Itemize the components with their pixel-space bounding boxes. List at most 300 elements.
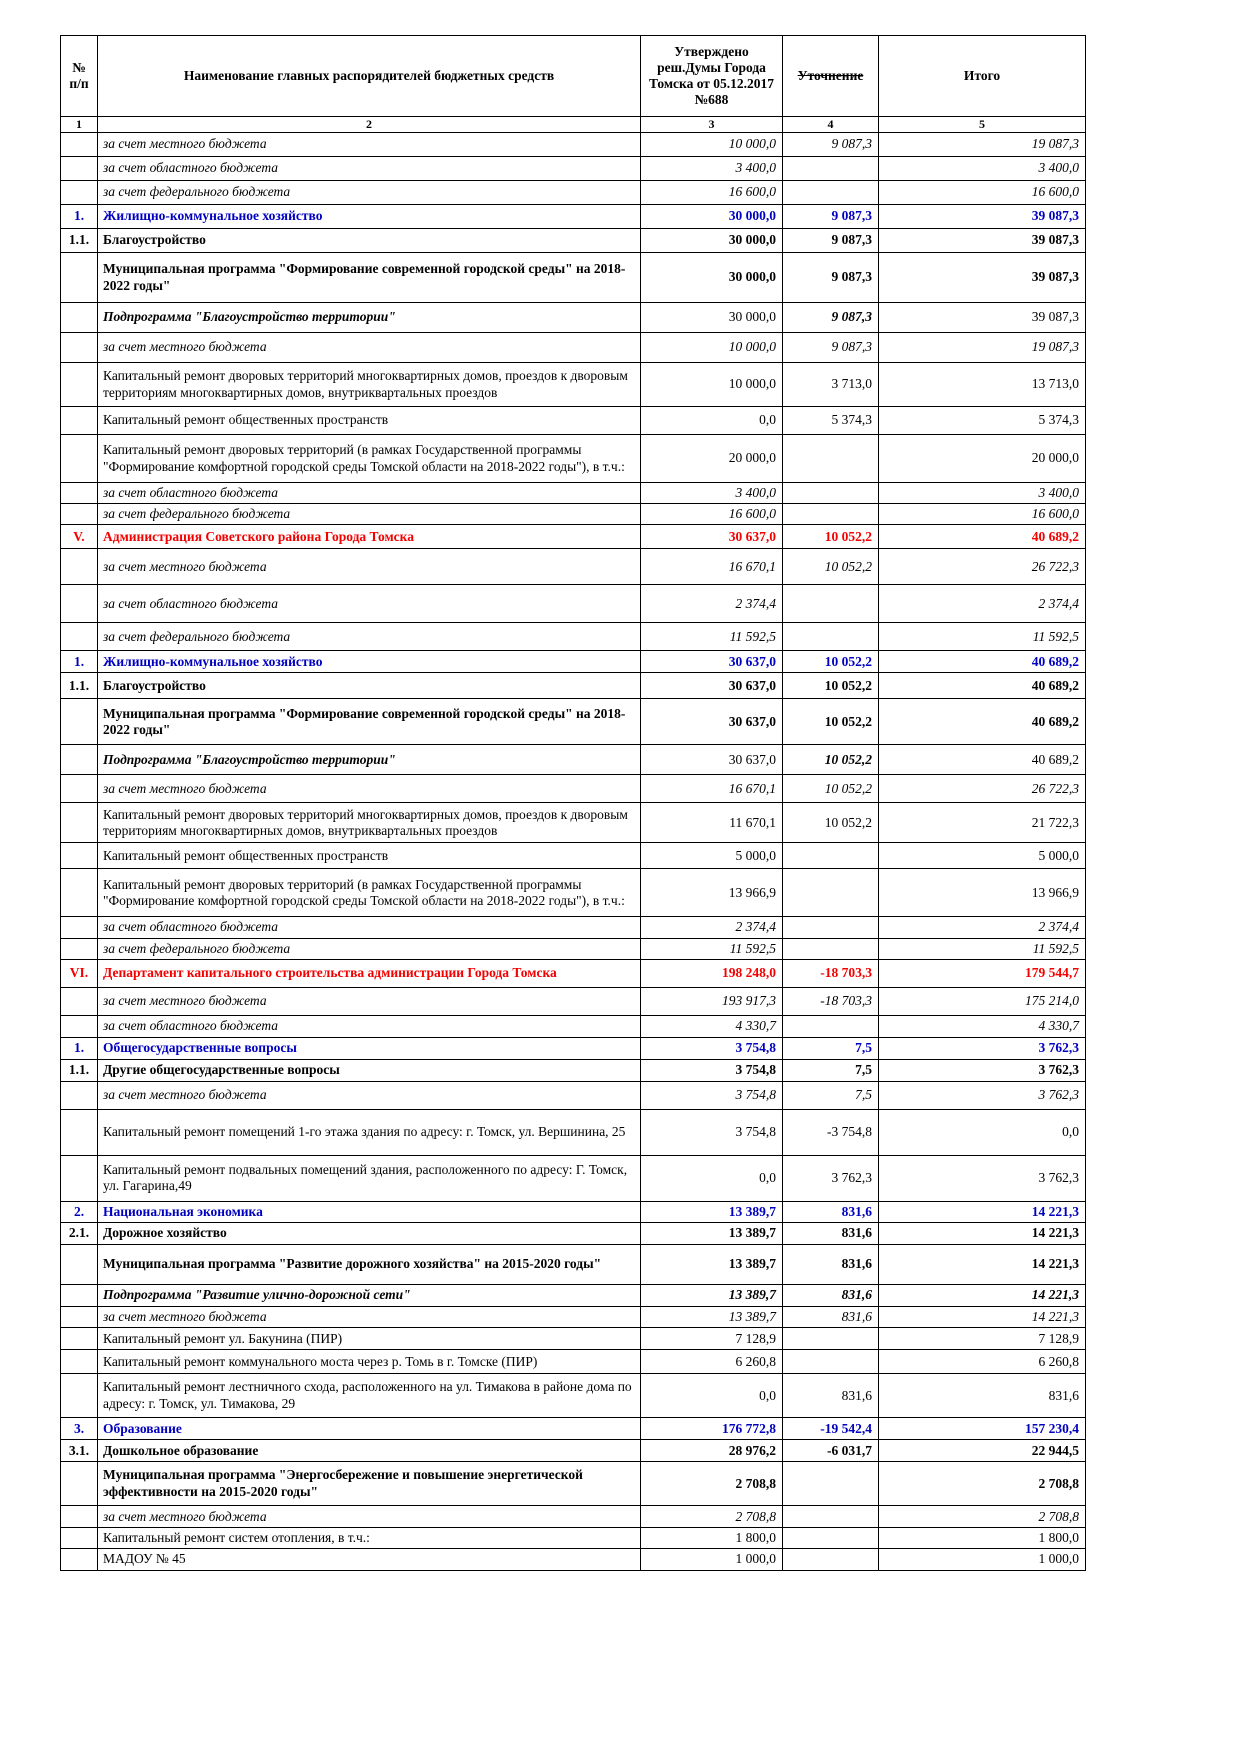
approved-cell: 3 754,8 — [641, 1081, 783, 1109]
table-row — [61, 229, 1086, 253]
row-number-cell — [61, 1081, 98, 1109]
row-number-cell — [61, 938, 98, 959]
table-row — [61, 525, 1086, 549]
total-cell: 7 128,9 — [879, 1328, 1086, 1350]
row-name-cell: за счет областного бюджета — [98, 585, 641, 623]
adjustment-cell — [783, 1328, 879, 1350]
approved-cell: 30 637,0 — [641, 699, 783, 745]
adjustment-cell: 831,6 — [783, 1306, 879, 1327]
row-name-cell: Капитальный ремонт дворовых территорий (в рамках Государственной программы "Формирование комфортной городской среды Томской области на 2018-2022 годы"), в т.ч.: — [98, 869, 641, 917]
table-row — [61, 959, 1086, 987]
approved-cell: 30 000,0 — [641, 229, 783, 253]
budget-table — [60, 35, 1086, 1571]
table-row — [61, 843, 1086, 869]
approved-cell: 11 592,5 — [641, 938, 783, 959]
adjustment-cell: 10 052,2 — [783, 803, 879, 843]
adjustment-cell — [783, 1015, 879, 1037]
row-number-cell: 2. — [61, 1201, 98, 1222]
approved-cell: 11 592,5 — [641, 623, 783, 651]
total-cell: 13 713,0 — [879, 363, 1086, 407]
table-row — [61, 1506, 1086, 1528]
total-cell: 39 087,3 — [879, 253, 1086, 303]
row-number-cell — [61, 435, 98, 483]
row-name-cell: за счет областного бюджета — [98, 1015, 641, 1037]
approved-cell: 4 330,7 — [641, 1015, 783, 1037]
row-name-cell: Муниципальная программа "Формирование современной городской среды" на 2018-2022 годы" — [98, 699, 641, 745]
total-cell: 14 221,3 — [879, 1306, 1086, 1327]
header-row-number: № п/п — [61, 36, 98, 117]
adjustment-cell — [783, 623, 879, 651]
total-cell: 40 689,2 — [879, 745, 1086, 775]
row-number-cell — [61, 1244, 98, 1284]
adjustment-cell — [783, 917, 879, 938]
approved-cell: 176 772,8 — [641, 1418, 783, 1440]
row-number-cell: 3.1. — [61, 1440, 98, 1462]
row-number-cell — [61, 181, 98, 205]
column-number: 3 — [641, 117, 783, 133]
table-row — [61, 549, 1086, 585]
approved-cell: 11 670,1 — [641, 803, 783, 843]
row-name-cell: за счет местного бюджета — [98, 1081, 641, 1109]
total-cell: 39 087,3 — [879, 303, 1086, 333]
approved-cell: 2 708,8 — [641, 1506, 783, 1528]
row-name-cell: Жилищно-коммунальное хозяйство — [98, 651, 641, 673]
header-total: Итого — [879, 36, 1086, 117]
row-number-cell — [61, 483, 98, 504]
total-cell: 3 400,0 — [879, 483, 1086, 504]
row-name-cell: за счет федерального бюджета — [98, 623, 641, 651]
approved-cell: 3 400,0 — [641, 157, 783, 181]
approved-cell: 20 000,0 — [641, 435, 783, 483]
adjustment-cell: 9 087,3 — [783, 333, 879, 363]
row-name-cell: Капитальный ремонт ул. Бакунина (ПИР) — [98, 1328, 641, 1350]
adjustment-cell: 831,6 — [783, 1201, 879, 1222]
approved-cell: 0,0 — [641, 1374, 783, 1418]
row-name-cell: Муниципальная программа "Развитие дорожного хозяйства" на 2015-2020 годы" — [98, 1244, 641, 1284]
table-row — [61, 585, 1086, 623]
table-row — [61, 1528, 1086, 1549]
table-row — [61, 651, 1086, 673]
row-name-cell: Подпрограмма "Развитие улично-дорожной сети" — [98, 1284, 641, 1306]
approved-cell: 10 000,0 — [641, 133, 783, 157]
row-number-cell — [61, 133, 98, 157]
table-row — [61, 205, 1086, 229]
total-cell: 16 600,0 — [879, 181, 1086, 205]
total-cell: 21 722,3 — [879, 803, 1086, 843]
approved-cell: 30 637,0 — [641, 651, 783, 673]
row-number-cell: 1.1. — [61, 673, 98, 699]
approved-cell: 30 637,0 — [641, 745, 783, 775]
table-row — [61, 1201, 1086, 1222]
total-cell: 22 944,5 — [879, 1440, 1086, 1462]
adjustment-cell — [783, 1506, 879, 1528]
row-number-cell — [61, 549, 98, 585]
total-cell: 14 221,3 — [879, 1244, 1086, 1284]
row-name-cell: Администрация Советского района Города Томска — [98, 525, 641, 549]
row-name-cell: за счет местного бюджета — [98, 775, 641, 803]
row-name-cell: за счет федерального бюджета — [98, 504, 641, 525]
total-cell: 831,6 — [879, 1374, 1086, 1418]
row-number-cell — [61, 1109, 98, 1155]
total-cell: 14 221,3 — [879, 1284, 1086, 1306]
row-name-cell: за счет местного бюджета — [98, 1506, 641, 1528]
row-number-cell — [61, 157, 98, 181]
total-cell: 20 000,0 — [879, 435, 1086, 483]
row-number-cell — [61, 1462, 98, 1506]
row-name-cell: Капитальный ремонт дворовых территорий (в рамках Государственной программы "Формирование комфортной городской среды Томской области на 2018-2022 годы"), в т.ч.: — [98, 435, 641, 483]
adjustment-cell: 5 374,3 — [783, 407, 879, 435]
row-number-cell: 1.1. — [61, 1059, 98, 1081]
table-row — [61, 407, 1086, 435]
adjustment-cell: 7,5 — [783, 1059, 879, 1081]
total-cell: 40 689,2 — [879, 673, 1086, 699]
adjustment-cell: 3 713,0 — [783, 363, 879, 407]
row-number-cell — [61, 699, 98, 745]
row-name-cell: Капитальный ремонт дворовых территорий многоквартирных домов, проездов к дворовым территориям многоквартирных домов, внутриквартальных проездов — [98, 363, 641, 407]
approved-cell: 3 754,8 — [641, 1037, 783, 1059]
adjustment-cell — [783, 938, 879, 959]
total-cell: 6 260,8 — [879, 1350, 1086, 1374]
approved-cell: 3 754,8 — [641, 1109, 783, 1155]
adjustment-cell: 10 052,2 — [783, 651, 879, 673]
row-name-cell: МАДОУ № 45 — [98, 1549, 641, 1570]
row-number-cell — [61, 843, 98, 869]
adjustment-cell: 9 087,3 — [783, 133, 879, 157]
total-cell: 4 330,7 — [879, 1015, 1086, 1037]
table-row — [61, 1549, 1086, 1570]
row-name-cell: Благоустройство — [98, 229, 641, 253]
approved-cell: 3 754,8 — [641, 1059, 783, 1081]
column-number: 4 — [783, 117, 879, 133]
row-name-cell: Капитальный ремонт дворовых территорий многоквартирных домов, проездов к дворовым территориям многоквартирных домов, внутриквартальных проездов — [98, 803, 641, 843]
table-row — [61, 1244, 1086, 1284]
row-name-cell: Жилищно-коммунальное хозяйство — [98, 205, 641, 229]
table-row — [61, 1418, 1086, 1440]
adjustment-cell: -3 754,8 — [783, 1109, 879, 1155]
row-name-cell: Капитальный ремонт общественных пространств — [98, 843, 641, 869]
row-number-cell — [61, 253, 98, 303]
row-name-cell: Дорожное хозяйство — [98, 1222, 641, 1244]
row-number-cell — [61, 333, 98, 363]
total-cell: 5 374,3 — [879, 407, 1086, 435]
table-row — [61, 1374, 1086, 1418]
approved-cell: 16 600,0 — [641, 504, 783, 525]
row-name-cell: за счет местного бюджета — [98, 333, 641, 363]
adjustment-cell — [783, 1462, 879, 1506]
approved-cell: 13 389,7 — [641, 1201, 783, 1222]
header-name: Наименование главных распорядителей бюджетных средств — [98, 36, 641, 117]
adjustment-cell: 831,6 — [783, 1244, 879, 1284]
total-cell: 5 000,0 — [879, 843, 1086, 869]
adjustment-cell: 9 087,3 — [783, 205, 879, 229]
row-number-cell — [61, 1506, 98, 1528]
adjustment-cell — [783, 181, 879, 205]
row-number-cell — [61, 1155, 98, 1201]
total-cell: 2 708,8 — [879, 1462, 1086, 1506]
row-name-cell: Национальная экономика — [98, 1201, 641, 1222]
row-number-cell: 3. — [61, 1418, 98, 1440]
table-row — [61, 1059, 1086, 1081]
adjustment-cell: 3 762,3 — [783, 1155, 879, 1201]
total-cell: 14 221,3 — [879, 1222, 1086, 1244]
approved-cell: 30 000,0 — [641, 253, 783, 303]
approved-cell: 13 389,7 — [641, 1222, 783, 1244]
row-number-cell — [61, 987, 98, 1015]
adjustment-cell: 831,6 — [783, 1284, 879, 1306]
total-cell: 40 689,2 — [879, 525, 1086, 549]
adjustment-cell — [783, 843, 879, 869]
approved-cell: 16 600,0 — [641, 181, 783, 205]
table-row — [61, 869, 1086, 917]
row-number-cell: 2.1. — [61, 1222, 98, 1244]
approved-cell: 7 128,9 — [641, 1328, 783, 1350]
table-row — [61, 987, 1086, 1015]
total-cell: 2 374,4 — [879, 585, 1086, 623]
table-row — [61, 699, 1086, 745]
total-cell: 39 087,3 — [879, 229, 1086, 253]
adjustment-cell: 10 052,2 — [783, 549, 879, 585]
table-row — [61, 181, 1086, 205]
row-number-cell — [61, 1549, 98, 1570]
adjustment-cell: -18 703,3 — [783, 959, 879, 987]
row-number-cell — [61, 504, 98, 525]
row-number-cell: V. — [61, 525, 98, 549]
total-cell: 26 722,3 — [879, 775, 1086, 803]
adjustment-cell — [783, 483, 879, 504]
approved-cell: 198 248,0 — [641, 959, 783, 987]
approved-cell: 30 637,0 — [641, 673, 783, 699]
row-number-cell — [61, 917, 98, 938]
row-name-cell: Дошкольное образование — [98, 1440, 641, 1462]
approved-cell: 13 389,7 — [641, 1244, 783, 1284]
total-cell: 39 087,3 — [879, 205, 1086, 229]
adjustment-cell: 831,6 — [783, 1374, 879, 1418]
table-header-row — [61, 36, 1086, 117]
total-cell: 3 762,3 — [879, 1059, 1086, 1081]
approved-cell: 13 389,7 — [641, 1284, 783, 1306]
table-row — [61, 1109, 1086, 1155]
column-number: 5 — [879, 117, 1086, 133]
approved-cell: 5 000,0 — [641, 843, 783, 869]
table-row — [61, 1222, 1086, 1244]
header-approved: Утверждено реш.Думы Города Томска от 05.12.2017 №688 — [641, 36, 783, 117]
table-row — [61, 803, 1086, 843]
adjustment-cell: 9 087,3 — [783, 253, 879, 303]
adjustment-cell: -19 542,4 — [783, 1418, 879, 1440]
approved-cell: 10 000,0 — [641, 363, 783, 407]
row-number-cell — [61, 1528, 98, 1549]
row-number-cell — [61, 1350, 98, 1374]
row-number-cell: 1. — [61, 205, 98, 229]
row-name-cell: за счет местного бюджета — [98, 1306, 641, 1327]
total-cell: 1 800,0 — [879, 1528, 1086, 1549]
total-cell: 157 230,4 — [879, 1418, 1086, 1440]
row-name-cell: Капитальный ремонт подвальных помещений здания, расположенного по адресу: Г. Томск, ул. Гагарина,49 — [98, 1155, 641, 1201]
approved-cell: 2 708,8 — [641, 1462, 783, 1506]
table-row — [61, 917, 1086, 938]
row-name-cell: Муниципальная программа "Формирование современной городской среды" на 2018-2022 годы" — [98, 253, 641, 303]
row-number-cell — [61, 303, 98, 333]
row-name-cell: Департамент капитального строительства администрации Города Томска — [98, 959, 641, 987]
adjustment-cell: 10 052,2 — [783, 525, 879, 549]
total-cell: 3 762,3 — [879, 1081, 1086, 1109]
table-row — [61, 1306, 1086, 1327]
adjustment-cell — [783, 435, 879, 483]
approved-cell: 30 000,0 — [641, 205, 783, 229]
row-number-cell: 1.1. — [61, 229, 98, 253]
table-row — [61, 333, 1086, 363]
column-number: 2 — [98, 117, 641, 133]
adjustment-cell: 7,5 — [783, 1081, 879, 1109]
adjustment-cell: 10 052,2 — [783, 745, 879, 775]
row-name-cell: Благоустройство — [98, 673, 641, 699]
approved-cell: 0,0 — [641, 1155, 783, 1201]
table-row — [61, 157, 1086, 181]
adjustment-cell — [783, 1549, 879, 1570]
row-name-cell: за счет федерального бюджета — [98, 181, 641, 205]
total-cell: 11 592,5 — [879, 623, 1086, 651]
row-name-cell: Другие общегосударственные вопросы — [98, 1059, 641, 1081]
row-number-cell — [61, 1374, 98, 1418]
row-number-cell: 1. — [61, 1037, 98, 1059]
total-cell: 16 600,0 — [879, 504, 1086, 525]
approved-cell: 13 966,9 — [641, 869, 783, 917]
adjustment-cell: 10 052,2 — [783, 673, 879, 699]
row-name-cell: Капитальный ремонт коммунального моста через р. Томь в г. Томске (ПИР) — [98, 1350, 641, 1374]
approved-cell: 13 389,7 — [641, 1306, 783, 1327]
adjustment-cell — [783, 585, 879, 623]
table-row — [61, 1284, 1086, 1306]
row-number-cell — [61, 623, 98, 651]
row-number-cell: VI. — [61, 959, 98, 987]
row-name-cell: за счет местного бюджета — [98, 549, 641, 585]
approved-cell: 1 800,0 — [641, 1528, 783, 1549]
total-cell: 19 087,3 — [879, 133, 1086, 157]
row-name-cell: Подпрограмма "Благоустройство территории" — [98, 745, 641, 775]
row-number-cell — [61, 363, 98, 407]
adjustment-cell: 9 087,3 — [783, 303, 879, 333]
table-row — [61, 623, 1086, 651]
row-number-cell — [61, 585, 98, 623]
row-name-cell: за счет федерального бюджета — [98, 938, 641, 959]
header-adjustment: Уточнение — [783, 36, 879, 117]
table-row — [61, 938, 1086, 959]
adjustment-cell — [783, 869, 879, 917]
adjustment-cell: 7,5 — [783, 1037, 879, 1059]
table-row — [61, 133, 1086, 157]
table-row — [61, 1081, 1086, 1109]
row-number-cell — [61, 1284, 98, 1306]
approved-cell: 30 637,0 — [641, 525, 783, 549]
row-number-cell — [61, 1306, 98, 1327]
table-row — [61, 363, 1086, 407]
total-cell: 3 762,3 — [879, 1155, 1086, 1201]
total-cell: 0,0 — [879, 1109, 1086, 1155]
total-cell: 13 966,9 — [879, 869, 1086, 917]
table-row — [61, 745, 1086, 775]
table-row — [61, 435, 1086, 483]
adjustment-cell — [783, 157, 879, 181]
table-row — [61, 303, 1086, 333]
row-name-cell: Капитальный ремонт общественных пространств — [98, 407, 641, 435]
adjustment-cell — [783, 504, 879, 525]
total-cell: 2 708,8 — [879, 1506, 1086, 1528]
approved-cell: 2 374,4 — [641, 585, 783, 623]
table-row — [61, 1155, 1086, 1201]
approved-cell: 16 670,1 — [641, 549, 783, 585]
adjustment-cell: -18 703,3 — [783, 987, 879, 1015]
total-cell: 19 087,3 — [879, 333, 1086, 363]
row-number-cell — [61, 1328, 98, 1350]
approved-cell: 28 976,2 — [641, 1440, 783, 1462]
approved-cell: 16 670,1 — [641, 775, 783, 803]
table-row — [61, 1462, 1086, 1506]
row-name-cell: Общегосударственные вопросы — [98, 1037, 641, 1059]
total-cell: 3 762,3 — [879, 1037, 1086, 1059]
table-row — [61, 775, 1086, 803]
adjustment-cell — [783, 1528, 879, 1549]
total-cell: 40 689,2 — [879, 651, 1086, 673]
approved-cell: 10 000,0 — [641, 333, 783, 363]
row-number-cell: 1. — [61, 651, 98, 673]
row-name-cell: за счет областного бюджета — [98, 917, 641, 938]
total-cell: 3 400,0 — [879, 157, 1086, 181]
total-cell: 2 374,4 — [879, 917, 1086, 938]
row-number-cell — [61, 745, 98, 775]
table-row — [61, 1440, 1086, 1462]
total-cell: 40 689,2 — [879, 699, 1086, 745]
table-row — [61, 1328, 1086, 1350]
row-name-cell: Образование — [98, 1418, 641, 1440]
column-number-row — [61, 117, 1086, 133]
row-number-cell — [61, 869, 98, 917]
total-cell: 14 221,3 — [879, 1201, 1086, 1222]
adjustment-cell — [783, 1350, 879, 1374]
row-number-cell — [61, 407, 98, 435]
adjustment-cell: 9 087,3 — [783, 229, 879, 253]
adjustment-cell: 10 052,2 — [783, 775, 879, 803]
row-name-cell: Капитальный ремонт систем отопления, в т.ч.: — [98, 1528, 641, 1549]
adjustment-cell: -6 031,7 — [783, 1440, 879, 1462]
approved-cell: 6 260,8 — [641, 1350, 783, 1374]
table-row — [61, 1015, 1086, 1037]
table-row — [61, 1350, 1086, 1374]
approved-cell: 1 000,0 — [641, 1549, 783, 1570]
approved-cell: 3 400,0 — [641, 483, 783, 504]
total-cell: 26 722,3 — [879, 549, 1086, 585]
total-cell: 179 544,7 — [879, 959, 1086, 987]
total-cell: 11 592,5 — [879, 938, 1086, 959]
approved-cell: 30 000,0 — [641, 303, 783, 333]
row-number-cell — [61, 803, 98, 843]
adjustment-cell: 831,6 — [783, 1222, 879, 1244]
table-row — [61, 253, 1086, 303]
approved-cell: 193 917,3 — [641, 987, 783, 1015]
table-row — [61, 1037, 1086, 1059]
row-name-cell: Подпрограмма "Благоустройство территории" — [98, 303, 641, 333]
row-name-cell: Капитальный ремонт помещений 1-го этажа здания по адресу: г. Томск, ул. Вершинина, 25 — [98, 1109, 641, 1155]
row-name-cell: за счет областного бюджета — [98, 157, 641, 181]
row-name-cell: за счет областного бюджета — [98, 483, 641, 504]
total-cell: 175 214,0 — [879, 987, 1086, 1015]
row-name-cell: Капитальный ремонт лестничного схода, расположенного на ул. Тимакова в районе дома по адресу: г. Томск, ул. Тимакова, 29 — [98, 1374, 641, 1418]
table-row — [61, 504, 1086, 525]
table-row — [61, 673, 1086, 699]
total-cell: 1 000,0 — [879, 1549, 1086, 1570]
row-number-cell — [61, 1015, 98, 1037]
approved-cell: 0,0 — [641, 407, 783, 435]
column-number: 1 — [61, 117, 98, 133]
